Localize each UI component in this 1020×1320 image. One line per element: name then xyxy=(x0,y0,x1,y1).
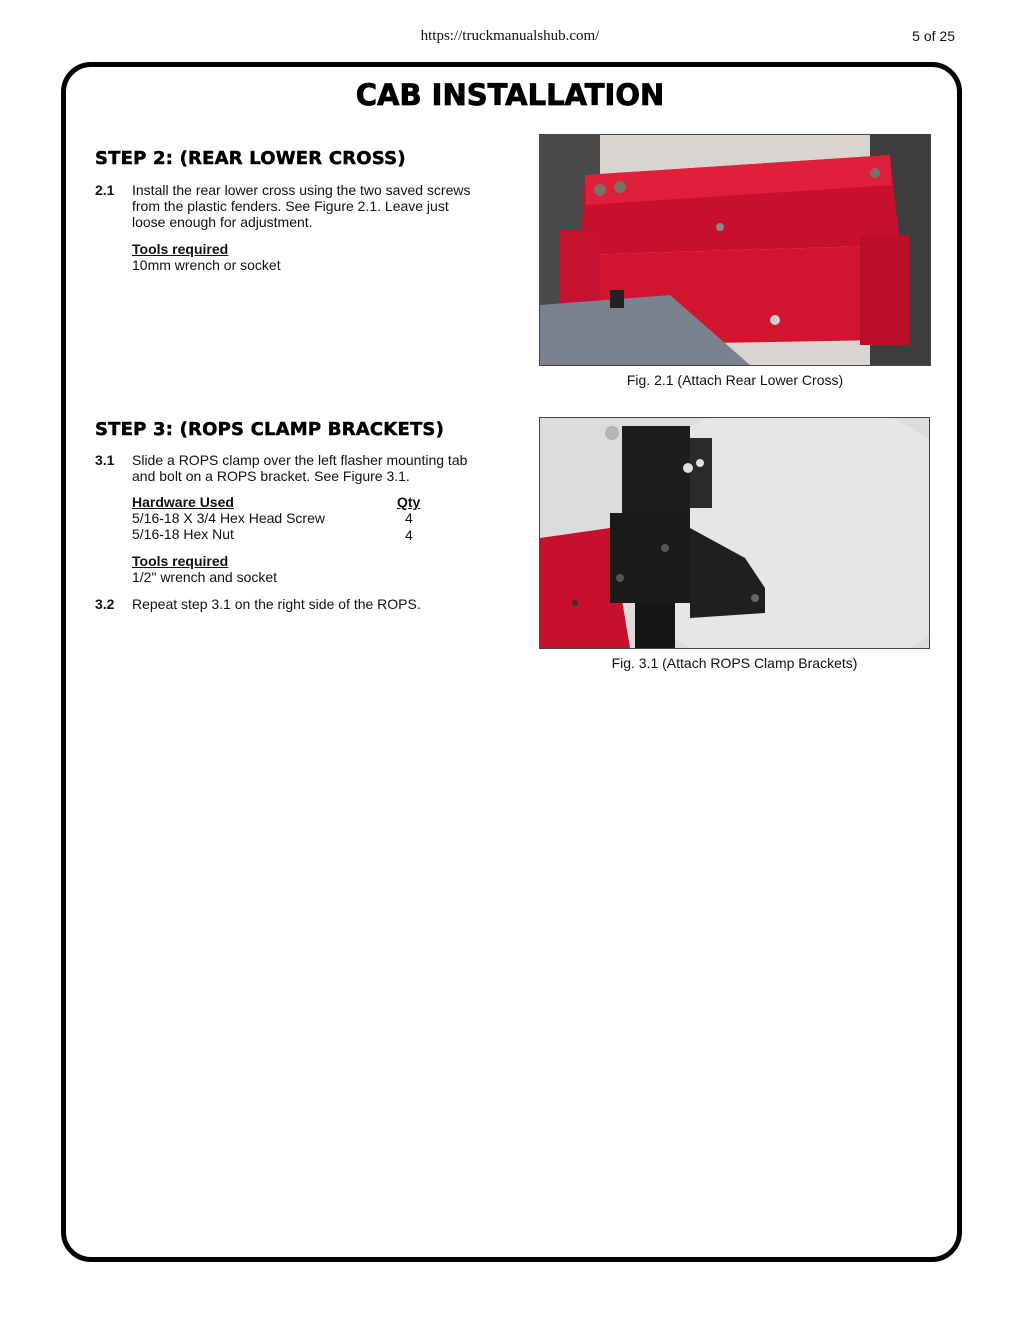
step3-item1-number: 3.1 xyxy=(95,452,115,468)
step2-tools xyxy=(132,241,502,273)
figure-3-1-caption: Fig. 3.1 (Attach ROPS Clamp Brackets) xyxy=(611,655,858,671)
step3-tools-value: 1/2" wrench and socket xyxy=(132,569,278,585)
figure-2-1-photo xyxy=(539,134,931,366)
rear-lower-cross-image xyxy=(540,135,930,365)
step3-item2-text: Repeat step 3.1 on the right side of the ROPS. xyxy=(132,596,421,612)
step3-tools xyxy=(132,553,502,585)
step2-instructions xyxy=(132,182,502,230)
step3-item1-line-1: Slide a ROPS clamp over the left flasher mounting tab xyxy=(132,452,468,468)
header-url: https://truckmanualshub.com/ xyxy=(420,28,600,44)
step2-tools-value: 10mm wrench or socket xyxy=(132,257,281,273)
page-title: CAB INSTALLATION xyxy=(355,78,665,112)
step3-heading: STEP 3: (ROPS CLAMP BRACKETS) xyxy=(95,419,445,440)
step2-tools-label: Tools required xyxy=(132,241,229,257)
hardware-row-2-name: 5/16-18 Hex Nut xyxy=(132,526,234,542)
page-number: 5 of 25 xyxy=(912,28,955,44)
step3-tools-label: Tools required xyxy=(132,553,229,569)
step2-line-2: from the plastic fenders. See Figure 2.1. Leave just xyxy=(132,198,449,214)
qty-label: Qty xyxy=(397,494,421,510)
step2-heading: STEP 2: (REAR LOWER CROSS) xyxy=(95,148,406,169)
hardware-row-2-qty: 4 xyxy=(405,527,413,543)
step3-item2-number: 3.2 xyxy=(95,596,115,612)
step2-item-number: 2.1 xyxy=(95,182,115,198)
step2-line-1: Install the rear lower cross using the two saved screws xyxy=(132,182,471,198)
hardware-label: Hardware Used xyxy=(132,494,234,510)
hardware-list xyxy=(132,494,382,542)
rops-clamp-bracket-image xyxy=(540,418,929,648)
step3-item1-line-2: and bolt on a ROPS bracket. See Figure 3.1. xyxy=(132,468,410,484)
figure-3-1-photo xyxy=(539,417,930,649)
hardware-row-1-name: 5/16-18 X 3/4 Hex Head Screw xyxy=(132,510,325,526)
hardware-row-1-qty: 4 xyxy=(405,510,413,526)
figure-2-1-caption: Fig. 2.1 (Attach Rear Lower Cross) xyxy=(626,372,844,388)
step2-line-3: loose enough for adjustment. xyxy=(132,214,313,230)
step3-item1-instructions xyxy=(132,452,502,484)
